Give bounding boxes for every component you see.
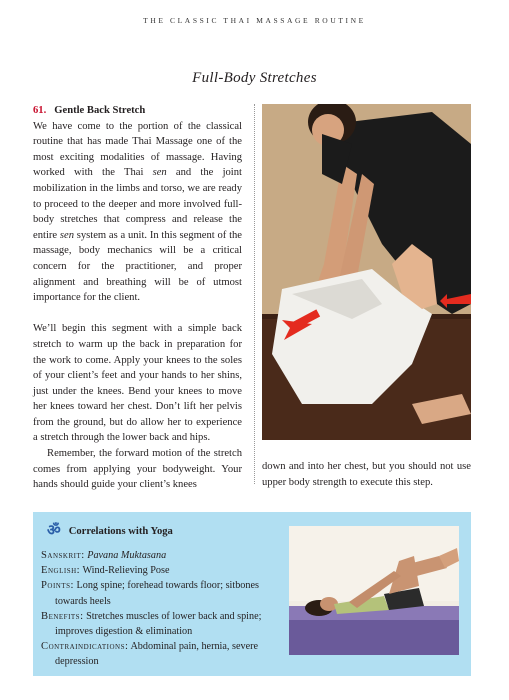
paragraph-3-continued: down and into her chest, but you should not use upper body strength to execute this step. bbox=[262, 461, 471, 488]
yoga-label: Contraindications: bbox=[41, 641, 129, 653]
paragraph-1 bbox=[33, 103, 242, 306]
yoga-value: Long spine; forehead towards floor; sitbones towards heels bbox=[55, 580, 259, 607]
yoga-correlations-box bbox=[33, 512, 471, 676]
paragraph-2: We’ll begin this segment with a simple back stretch to warm up the back in preparation for the work to come. Apply your knees to the soles of your client’s feet and your hands to her shins, just under the knees. Bend your knees to move her knees toward her chest. Don’t lift her pelvis from the ground, but do allow her to experience a stretch through the lower back and hips. bbox=[33, 323, 242, 444]
paragraph-3: Remember, the forward motion of the stretch comes from applying your bodyweight. Your hands should guide your client’s knees bbox=[33, 448, 242, 491]
paragraph-1-text-b: and the joint mobilization in the limbs and torso, we are ready to proceed to the deeper and more involved full-body stretches that compress and release the entire bbox=[33, 167, 242, 241]
section-title: Full-Body Stretches bbox=[192, 70, 317, 86]
yoga-heading bbox=[47, 524, 173, 539]
yoga-label: Benefits: bbox=[41, 610, 84, 622]
step-title: Gentle Back Stretch bbox=[54, 105, 146, 116]
main-photo-illustration bbox=[262, 104, 471, 440]
main-photo bbox=[262, 104, 471, 440]
yoga-item-benefits bbox=[41, 609, 277, 639]
yoga-label: English: bbox=[41, 565, 81, 577]
right-column bbox=[262, 459, 471, 490]
yoga-photo-illustration bbox=[289, 526, 459, 655]
yoga-item-english bbox=[41, 563, 277, 578]
om-icon: ॐ bbox=[47, 523, 61, 539]
yoga-item-contraindications bbox=[41, 639, 277, 669]
yoga-item-sanskrit bbox=[41, 548, 277, 563]
yoga-value: Abdominal pain, hernia, severe depression bbox=[55, 641, 259, 668]
step-number: 61. bbox=[33, 105, 47, 116]
yoga-label: Points: bbox=[41, 580, 74, 592]
left-column bbox=[33, 103, 242, 493]
running-head: THE CLASSIC THAI MASSAGE ROUTINE bbox=[143, 16, 366, 25]
yoga-label: Sanskrit: bbox=[41, 550, 85, 561]
paragraph-1-emphasis-1: sen bbox=[152, 167, 167, 179]
yoga-list bbox=[41, 548, 277, 670]
paragraph-1-text-c: system as a unit. In this segment of the massage, body mechanics will be a critical concern for the practitioner, and proper alignment and breathing will be of utmost importance for the client. bbox=[33, 229, 243, 304]
yoga-value: Stretches muscles of lower back and spine; improves digestion & elimination bbox=[55, 610, 262, 638]
paragraph-1-text-a: We have come to the portion of the classical routine that has made Thai Massage one of the most exciting modalities of massage. Having worked with the Thai bbox=[33, 120, 242, 179]
column-divider bbox=[254, 104, 255, 484]
paragraph-1-emphasis-2: sen bbox=[59, 229, 74, 241]
yoga-photo bbox=[289, 526, 459, 655]
yoga-value: Wind-Relieving Pose bbox=[82, 565, 170, 577]
yoga-item-points bbox=[41, 578, 277, 608]
yoga-heading-text: Correlations with Yoga bbox=[68, 526, 173, 537]
yoga-value: Pavana Muktasana bbox=[87, 550, 167, 561]
